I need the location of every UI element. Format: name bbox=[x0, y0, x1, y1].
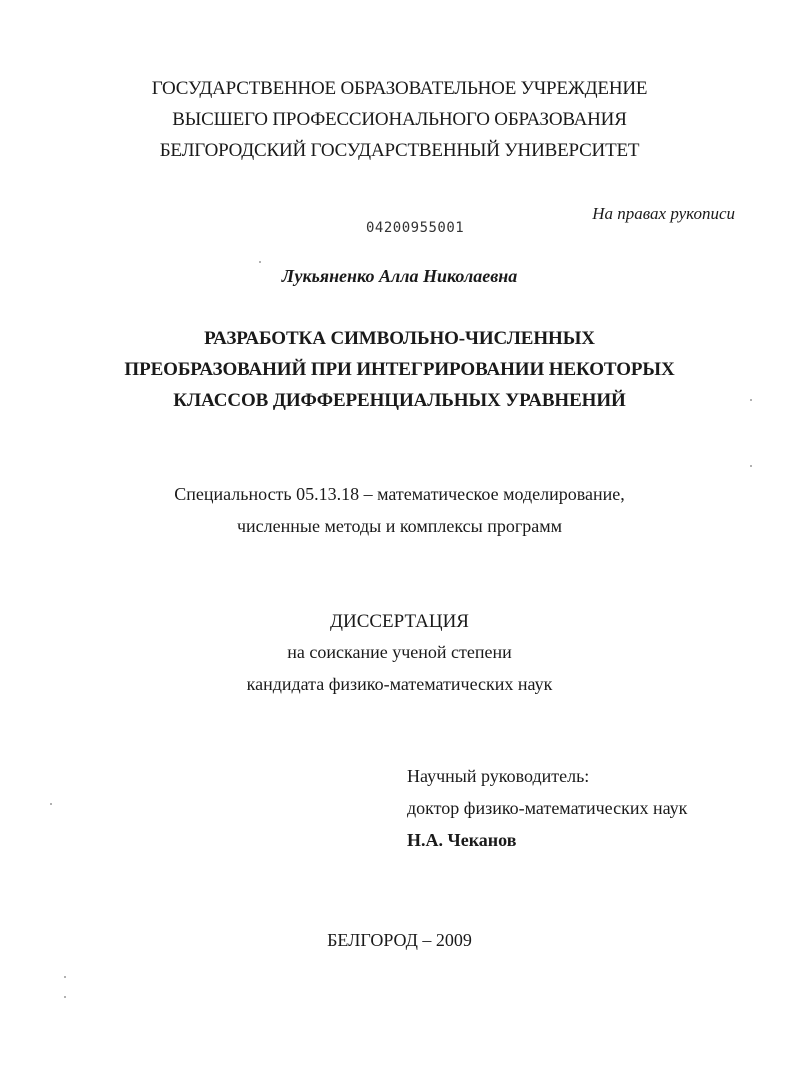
dissertation-title-line-3: КЛАССОВ ДИФФЕРЕНЦИАЛЬНЫХ УРАВНЕНИЙ bbox=[173, 390, 626, 411]
registration-code: 04200955001 bbox=[366, 220, 465, 236]
specialty-line-1: Специальность 05.13.18 – математическое моделирование, bbox=[174, 484, 625, 504]
institution-line-1: ГОСУДАРСТВЕННОЕ ОБРАЗОВАТЕЛЬНОЕ УЧРЕЖДЕНИЕ bbox=[151, 78, 648, 99]
degree-line-2: кандидата физико-математических наук bbox=[246, 674, 553, 694]
scan-speck bbox=[750, 465, 752, 467]
dissertation-title-line-1: РАЗРАБОТКА СИМВОЛЬНО-ЧИСЛЕННЫХ bbox=[204, 328, 595, 349]
dissertation-title-line-2: ПРЕОБРАЗОВАНИЙ ПРИ ИНТЕГРИРОВАНИИ НЕКОТОРЫХ bbox=[124, 359, 675, 380]
specialty-line-2: численные методы и комплексы программ bbox=[236, 516, 563, 536]
supervisor-degree: доктор физико-математических наук bbox=[407, 798, 688, 818]
supervisor-name: Н.А. Чеканов bbox=[407, 830, 517, 850]
author-name: Лукьяненко Алла Николаевна bbox=[281, 266, 518, 286]
supervisor-label: Научный руководитель: bbox=[407, 766, 590, 786]
document-type-heading: ДИССЕРТАЦИЯ bbox=[330, 611, 469, 632]
degree-line-1: на соискание ученой степени bbox=[287, 642, 512, 662]
scan-speck bbox=[50, 803, 52, 805]
place-and-year: БЕЛГОРОД – 2009 bbox=[327, 930, 472, 950]
scan-speck bbox=[750, 399, 752, 401]
institution-line-2: ВЫСШЕГО ПРОФЕССИОНАЛЬНОГО ОБРАЗОВАНИЯ bbox=[172, 109, 627, 130]
institution-line-3: БЕЛГОРОДСКИЙ ГОСУДАРСТВЕННЫЙ УНИВЕРСИТЕТ bbox=[159, 140, 640, 161]
manuscript-rights-note: На правах рукописи bbox=[592, 204, 735, 223]
scan-speck bbox=[259, 261, 261, 263]
scan-speck bbox=[64, 976, 66, 978]
scan-speck bbox=[64, 996, 66, 998]
